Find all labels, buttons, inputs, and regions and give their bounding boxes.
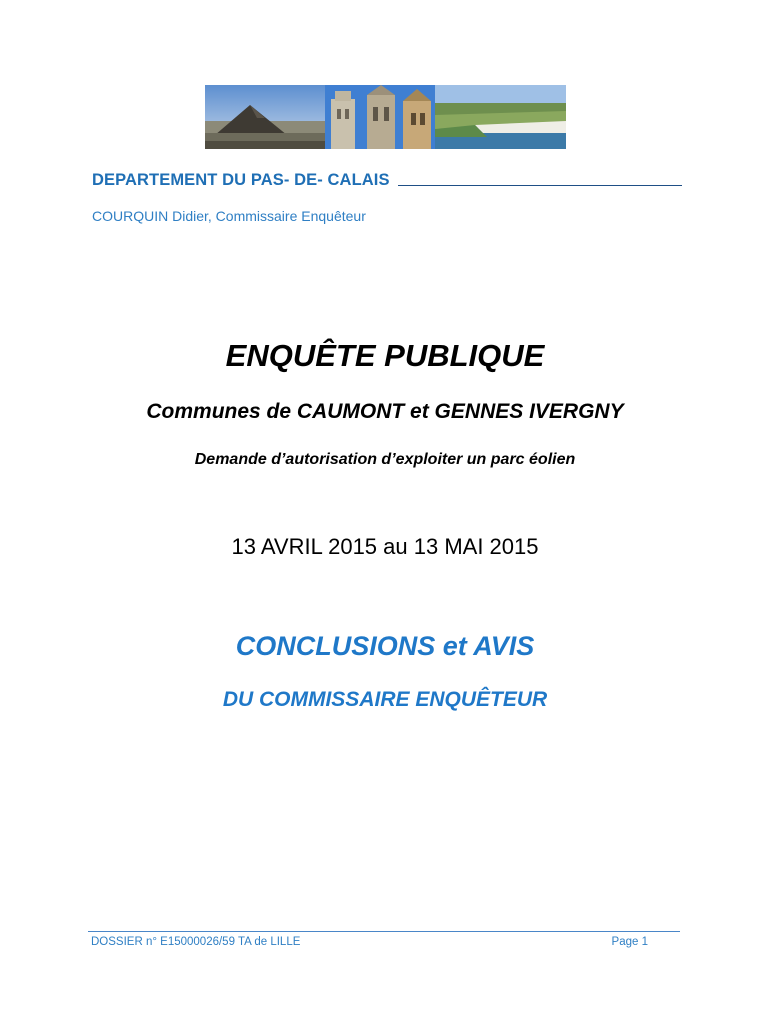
landscape-slag-heap-photo [205, 85, 325, 149]
department-underline [398, 185, 682, 186]
page-title: ENQUÊTE PUBLIQUE [225, 338, 545, 373]
department-title: DEPARTEMENT DU PAS- DE- CALAIS [92, 171, 390, 189]
enquiry-dates: 13 AVRIL 2015 au 13 MAI 2015 [231, 534, 539, 559]
cathedral-towers-photo [325, 85, 435, 149]
conclusions-heading: CONCLUSIONS et AVIS [235, 631, 535, 661]
footer-page-number: Page 1 [611, 936, 648, 948]
request-subtitle: Demande d’autorisation d’exploiter un parc éolien [194, 451, 576, 468]
department-heading [92, 166, 682, 190]
footer-divider [88, 931, 680, 932]
footer-dossier-reference: DOSSIER n° E15000026/59 TA de LILLE [91, 936, 301, 948]
commissioner-heading: DU COMMISSAIRE ENQUÊTEUR [222, 688, 548, 711]
communes-subtitle: Communes de CAUMONT et GENNES IVERGNY [146, 400, 624, 423]
header-photo-strip [205, 85, 566, 149]
commissioner-name: COURQUIN Didier, Commissaire Enquêteur [92, 208, 366, 224]
white-cliffs-coast-photo [435, 85, 566, 149]
